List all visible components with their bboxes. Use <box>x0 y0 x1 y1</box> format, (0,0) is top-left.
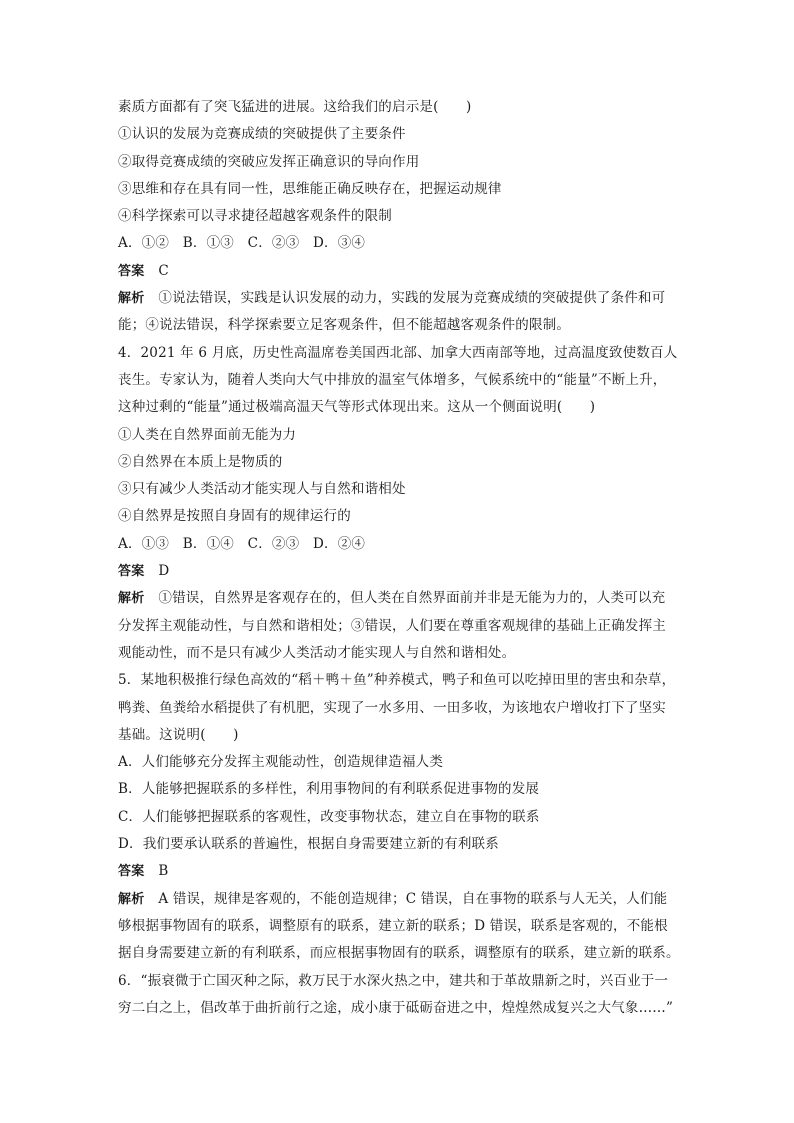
answer-label: 答案 <box>118 263 145 279</box>
question-4-analysis-line-3: 观能动性，而不是只有减少人类活动才能实现人与自然和谐相处。 <box>118 644 516 661</box>
answer-label: 答案 <box>118 864 145 880</box>
analysis-label: 解析 <box>118 891 145 907</box>
question-5-option-a: A．人们能够充分发挥主观能动性，创造规律造福人类 <box>118 754 444 771</box>
question-5-option-d: D．我们要承认联系的普遍性，根据自身需要建立新的有利联系 <box>118 836 499 853</box>
analysis-text: A 错误，规律是客观的，不能创造规律；C 错误，自在事物的联系与人无关，人们能 <box>158 890 668 907</box>
question-4-analysis-line-2: 分发挥主观能动性，与自然和谐相处；③错误，人们要在尊重客观规律的基础上正确发挥主 <box>118 617 666 634</box>
answer-value: C <box>158 262 169 279</box>
answer-label: 答案 <box>118 564 145 580</box>
analysis-label: 解析 <box>118 291 145 307</box>
question-5-answer <box>118 858 680 885</box>
question-4-stem-line-3: 这种过剩的“能量”通过极端高温天气等形式体现出来。这从一个侧面说明( ) <box>118 399 596 416</box>
question-3-option-2: ②取得竞赛成绩的突破应发挥正确意识的导向作用 <box>118 153 420 170</box>
question-3-option-3: ③思维和存在具有同一性，思维能正确反映存在，把握运动规律 <box>118 180 502 197</box>
question-4-option-1: ①人类在自然界面前无能为力 <box>118 426 297 443</box>
question-4-choices: A．①③ B．①④ C．②③ D．②④ <box>118 535 366 552</box>
question-6-stem-line-2: 穷二白之上，倡改革于曲折前行之途，成小康于砥砺奋进之中，煌煌然成复兴之大气象……” <box>118 999 674 1016</box>
question-3-option-1: ①认识的发展为竞赛成绩的突破提供了主要条件 <box>118 126 406 143</box>
question-4-option-2: ②自然界在本质上是物质的 <box>118 453 283 470</box>
answer-value: B <box>158 863 169 880</box>
question-4-option-4: ④自然界是按照自身固有的规律运行的 <box>118 508 351 525</box>
analysis-text: ①错误，自然界是客观存在的，但人类在自然界面前并非是无能为力的，人类可以充 <box>158 590 666 607</box>
question-3-analysis-line-1 <box>118 285 680 312</box>
question-5-stem-line-3: 基础。这说明( ) <box>118 726 239 743</box>
question-5-stem-line-2: 鸭粪、鱼粪给水稻提供了有机肥，实现了一水多用、一田多收，为该地农户增收打下了坚实 <box>118 699 666 716</box>
question-5-option-c: C．人们能够把握联系的客观性，改变事物状态，建立自在事物的联系 <box>118 808 540 825</box>
question-4-answer <box>118 558 680 585</box>
question-3-stem: 素质方面都有了突飞猛进的进展。这给我们的启示是( ) <box>118 99 472 115</box>
document-page <box>118 94 680 1022</box>
question-4-stem-line-2: 丧生。专家认为，随着人类向大气中排放的温室气体增多，气候系统中的“能量”不断上升， <box>118 371 667 388</box>
question-4-stem-line-1: 4．2021 年 6 月底，历史性高温席卷美国西北部、加拿大西南部等地，过高温度致使数百人 <box>118 344 678 361</box>
analysis-label: 解析 <box>118 591 145 607</box>
question-5-analysis-line-2: 够根据事物固有的联系，调整原有的联系，建立新的联系；D 错误，联系是客观的，不能根 <box>118 917 668 934</box>
question-3-option-4: ④科学探索可以寻求捷径超越客观条件的限制 <box>118 208 392 225</box>
question-5-stem-line-1: 5．某地积极推行绿色高效的“稻＋鸭＋鱼”种养模式，鸭子和鱼可以吃掉田里的害虫和杂草， <box>118 672 676 689</box>
question-3-choices: A．①② B．①③ C．②③ D．③④ <box>118 235 366 252</box>
question-4-analysis-line-1 <box>118 585 680 612</box>
question-5-analysis-line-3: 据自身需要建立新的有利联系，而应根据事物固有的联系，调整原有的联系，建立新的联系。 <box>118 945 680 962</box>
question-3-analysis-line-2: 能；④说法错误，科学探索要立足客观条件，但不能超越客观条件的限制。 <box>118 317 571 334</box>
question-5-analysis-line-1 <box>118 886 680 913</box>
question-5-option-b: B．人能够把握联系的多样性，利用事物间的有利联系促进事物的发展 <box>118 781 540 798</box>
question-4-option-3: ③只有减少人类活动才能实现人与自然和谐相处 <box>118 481 406 498</box>
analysis-text: ①说法错误，实践是认识发展的动力，实践的发展为竞赛成绩的突破提供了条件和可 <box>158 290 666 307</box>
answer-value: D <box>158 563 170 580</box>
question-3-answer <box>118 258 680 285</box>
question-6-stem-line-1: 6．“振衰微于亡国灭种之际，救万民于水深火热之中，建共和于革故鼎新之时，兴百业于一 <box>118 972 669 989</box>
